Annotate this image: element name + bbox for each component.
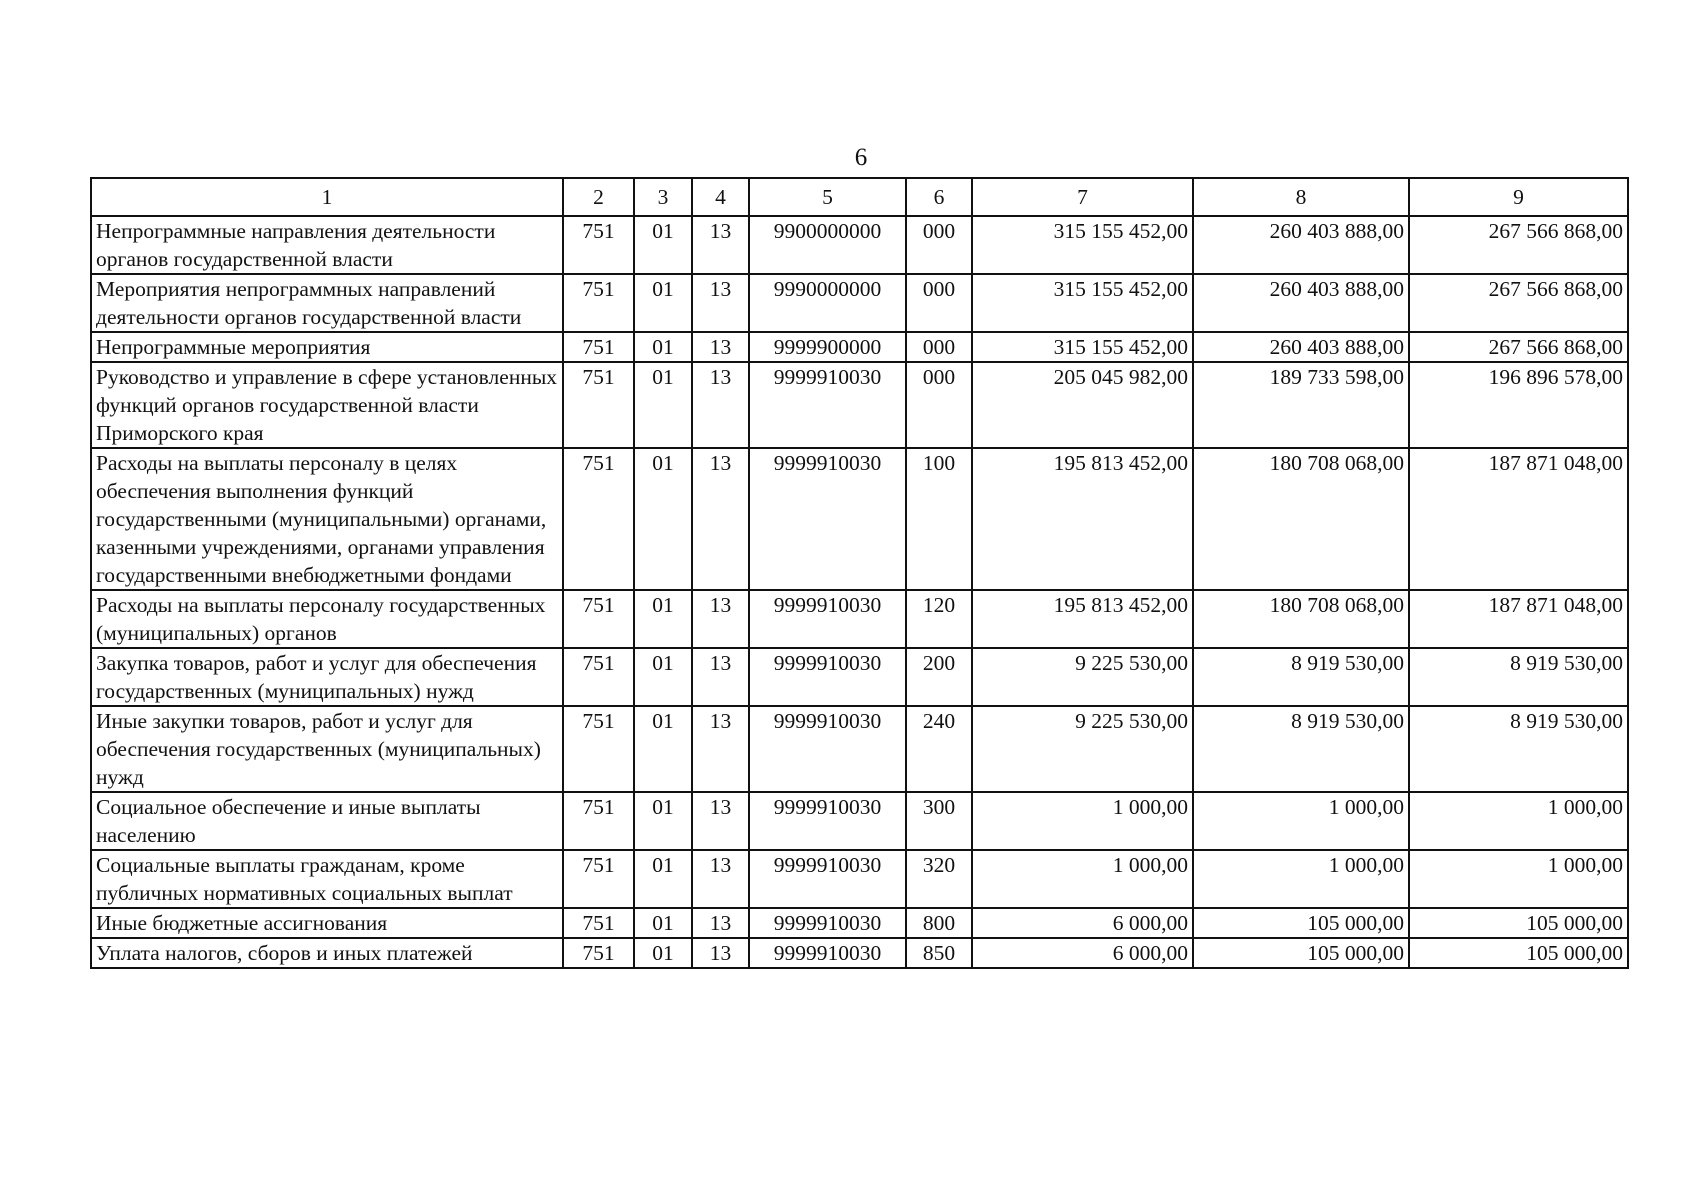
ministry-code: 751 (563, 216, 634, 274)
target-article-code: 9999910030 (749, 706, 906, 792)
section-code: 01 (634, 706, 692, 792)
section-code: 01 (634, 362, 692, 448)
item-name: Уплата налогов, сборов и иных платежей (91, 938, 563, 968)
header-row (91, 178, 1628, 216)
ministry-code: 751 (563, 792, 634, 850)
expense-type-code: 120 (906, 590, 972, 648)
expense-type-code: 000 (906, 332, 972, 362)
item-name: Иные закупки товаров, работ и услуг для обеспечения государственных (муниципальных) нужд (91, 706, 563, 792)
ministry-code: 751 (563, 648, 634, 706)
section-code: 01 (634, 216, 692, 274)
amount-col-8: 260 403 888,00 (1193, 332, 1409, 362)
page-number: 6 (854, 144, 868, 171)
item-name: Непрограммные мероприятия (91, 332, 563, 362)
section-code: 01 (634, 590, 692, 648)
amount-col-9: 8 919 530,00 (1409, 706, 1628, 792)
table-row (91, 362, 1628, 448)
amount-col-7: 195 813 452,00 (972, 590, 1193, 648)
item-name: Иные бюджетные ассигнования (91, 908, 563, 938)
amount-col-8: 260 403 888,00 (1193, 216, 1409, 274)
section-code: 01 (634, 792, 692, 850)
ministry-code: 751 (563, 706, 634, 792)
expense-type-code: 100 (906, 448, 972, 590)
table-row (91, 648, 1628, 706)
amount-col-7: 195 813 452,00 (972, 448, 1193, 590)
amount-col-9: 267 566 868,00 (1409, 332, 1628, 362)
amount-col-9: 1 000,00 (1409, 850, 1628, 908)
table-row (91, 908, 1628, 938)
amount-col-7: 9 225 530,00 (972, 706, 1193, 792)
target-article-code: 9999910030 (749, 448, 906, 590)
subsection-code: 13 (692, 648, 749, 706)
target-article-code: 9999910030 (749, 362, 906, 448)
section-code: 01 (634, 908, 692, 938)
subsection-code: 13 (692, 908, 749, 938)
table-row (91, 216, 1628, 274)
ministry-code: 751 (563, 274, 634, 332)
item-name: Социальные выплаты гражданам, кроме публичных нормативных социальных выплат (91, 850, 563, 908)
column-header-9: 9 (1409, 178, 1628, 216)
amount-col-7: 6 000,00 (972, 938, 1193, 968)
amount-col-8: 1 000,00 (1193, 792, 1409, 850)
expense-type-code: 240 (906, 706, 972, 792)
section-code: 01 (634, 332, 692, 362)
target-article-code: 9999900000 (749, 332, 906, 362)
amount-col-8: 105 000,00 (1193, 938, 1409, 968)
item-name: Закупка товаров, работ и услуг для обеспечения государственных (муниципальных) нужд (91, 648, 563, 706)
amount-col-9: 8 919 530,00 (1409, 648, 1628, 706)
target-article-code: 9999910030 (749, 648, 906, 706)
subsection-code: 13 (692, 792, 749, 850)
subsection-code: 13 (692, 274, 749, 332)
amount-col-8: 8 919 530,00 (1193, 706, 1409, 792)
amount-col-8: 1 000,00 (1193, 850, 1409, 908)
ministry-code: 751 (563, 908, 634, 938)
section-code: 01 (634, 850, 692, 908)
amount-col-9: 1 000,00 (1409, 792, 1628, 850)
table-row (91, 332, 1628, 362)
expense-type-code: 000 (906, 362, 972, 448)
section-code: 01 (634, 648, 692, 706)
table-row (91, 274, 1628, 332)
item-name: Руководство и управление в сфере установленных функций органов государственной власти Приморского края (91, 362, 563, 448)
target-article-code: 9999910030 (749, 792, 906, 850)
item-name: Расходы на выплаты персоналу в целях обеспечения выполнения функций государственными (муниципальными) органами, казенными учреждениями, органами управления государственными внебюджетными фондами (91, 448, 563, 590)
table-row (91, 850, 1628, 908)
subsection-code: 13 (692, 362, 749, 448)
amount-col-7: 9 225 530,00 (972, 648, 1193, 706)
target-article-code: 9999910030 (749, 850, 906, 908)
expense-type-code: 320 (906, 850, 972, 908)
table-row (91, 590, 1628, 648)
column-header-2: 2 (563, 178, 634, 216)
subsection-code: 13 (692, 590, 749, 648)
ministry-code: 751 (563, 332, 634, 362)
expense-type-code: 200 (906, 648, 972, 706)
expense-type-code: 000 (906, 216, 972, 274)
amount-col-9: 187 871 048,00 (1409, 590, 1628, 648)
subsection-code: 13 (692, 448, 749, 590)
amount-col-7: 315 155 452,00 (972, 216, 1193, 274)
column-header-3: 3 (634, 178, 692, 216)
budget-table (90, 177, 1629, 969)
amount-col-9: 105 000,00 (1409, 938, 1628, 968)
amount-col-8: 189 733 598,00 (1193, 362, 1409, 448)
subsection-code: 13 (692, 216, 749, 274)
amount-col-9: 196 896 578,00 (1409, 362, 1628, 448)
table-row (91, 448, 1628, 590)
target-article-code: 9900000000 (749, 216, 906, 274)
column-header-6: 6 (906, 178, 972, 216)
column-header-8: 8 (1193, 178, 1409, 216)
subsection-code: 13 (692, 938, 749, 968)
section-code: 01 (634, 274, 692, 332)
section-code: 01 (634, 938, 692, 968)
ministry-code: 751 (563, 850, 634, 908)
column-header-1: 1 (91, 178, 563, 216)
amount-col-9: 187 871 048,00 (1409, 448, 1628, 590)
expense-type-code: 800 (906, 908, 972, 938)
amount-col-8: 105 000,00 (1193, 908, 1409, 938)
amount-col-7: 315 155 452,00 (972, 332, 1193, 362)
subsection-code: 13 (692, 850, 749, 908)
table-row (91, 938, 1628, 968)
target-article-code: 9999910030 (749, 590, 906, 648)
column-header-5: 5 (749, 178, 906, 216)
amount-col-8: 180 708 068,00 (1193, 590, 1409, 648)
expense-type-code: 000 (906, 274, 972, 332)
table-row (91, 706, 1628, 792)
item-name: Социальное обеспечение и иные выплаты населению (91, 792, 563, 850)
table-row (91, 792, 1628, 850)
item-name: Непрограммные направления деятельности органов государственной власти (91, 216, 563, 274)
amount-col-7: 6 000,00 (972, 908, 1193, 938)
amount-col-8: 8 919 530,00 (1193, 648, 1409, 706)
amount-col-9: 267 566 868,00 (1409, 216, 1628, 274)
amount-col-7: 1 000,00 (972, 792, 1193, 850)
ministry-code: 751 (563, 938, 634, 968)
amount-col-9: 105 000,00 (1409, 908, 1628, 938)
ministry-code: 751 (563, 590, 634, 648)
ministry-code: 751 (563, 362, 634, 448)
section-code: 01 (634, 448, 692, 590)
target-article-code: 9999910030 (749, 938, 906, 968)
amount-col-7: 205 045 982,00 (972, 362, 1193, 448)
amount-col-7: 315 155 452,00 (972, 274, 1193, 332)
ministry-code: 751 (563, 448, 634, 590)
item-name: Расходы на выплаты персоналу государственных (муниципальных) органов (91, 590, 563, 648)
amount-col-9: 267 566 868,00 (1409, 274, 1628, 332)
subsection-code: 13 (692, 332, 749, 362)
amount-col-8: 180 708 068,00 (1193, 448, 1409, 590)
subsection-code: 13 (692, 706, 749, 792)
column-header-4: 4 (692, 178, 749, 216)
expense-type-code: 300 (906, 792, 972, 850)
amount-col-8: 260 403 888,00 (1193, 274, 1409, 332)
target-article-code: 9999910030 (749, 908, 906, 938)
item-name: Мероприятия непрограммных направлений деятельности органов государственной власти (91, 274, 563, 332)
column-header-7: 7 (972, 178, 1193, 216)
target-article-code: 9990000000 (749, 274, 906, 332)
amount-col-7: 1 000,00 (972, 850, 1193, 908)
expense-type-code: 850 (906, 938, 972, 968)
